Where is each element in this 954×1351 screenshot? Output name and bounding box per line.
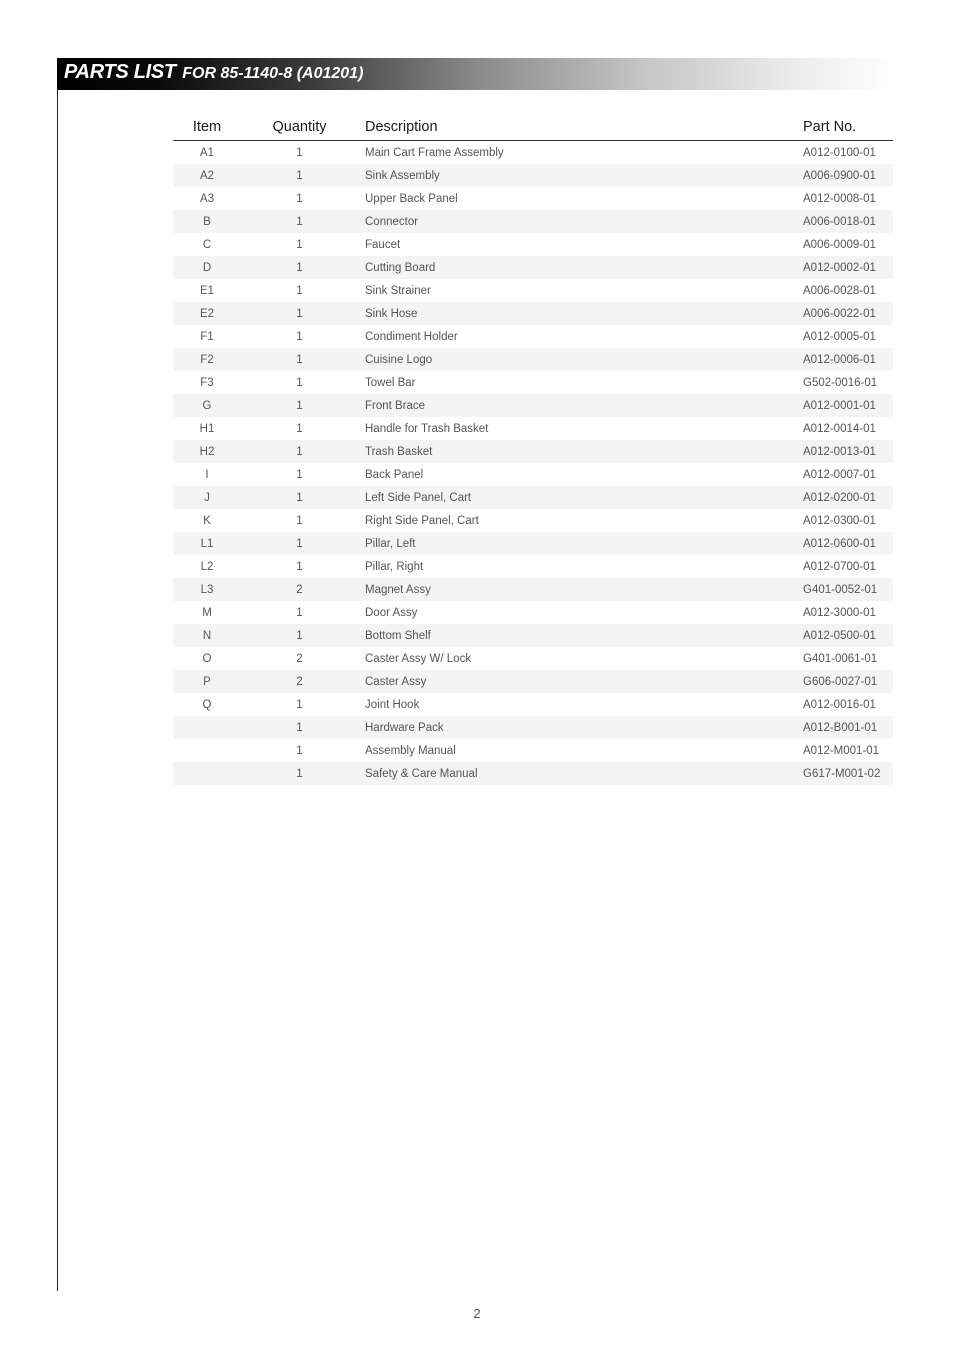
cell-item: L1 — [173, 532, 241, 555]
cell-quantity: 1 — [296, 238, 303, 251]
cell-quantity: 1 — [296, 514, 303, 527]
cell-part-no: A012-0100-01 — [803, 146, 876, 159]
parts-table — [173, 114, 893, 785]
cell-description: Magnet Assy — [358, 578, 800, 601]
cell-part-no: A012-0001-01 — [800, 394, 893, 417]
cell-part-no: A012-0008-01 — [803, 192, 876, 205]
cell-item: D — [173, 256, 241, 279]
cell-item: L3 — [173, 578, 241, 601]
cell-item: P — [173, 670, 241, 693]
cell-description: Condiment Holder — [365, 330, 458, 343]
table-row — [173, 440, 893, 463]
cell-item: E1 — [199, 284, 215, 297]
cell-description: Cuisine Logo — [358, 348, 800, 371]
cell-part-no: A012-3000-01 — [803, 606, 876, 619]
cell-item: E2 — [173, 302, 241, 325]
table-row — [173, 532, 893, 555]
column-header-quantity: Quantity — [241, 114, 358, 141]
table-row — [173, 670, 893, 693]
cell-quantity: 1 — [241, 164, 358, 187]
cell-description: Trash Basket — [358, 440, 800, 463]
table-row — [173, 716, 893, 739]
cell-part-no: A006-0022-01 — [800, 302, 893, 325]
cell-part-no: A012-0700-01 — [803, 560, 876, 573]
cell-quantity: 1 — [241, 394, 358, 417]
cell-item: A3 — [199, 192, 215, 205]
table-row — [173, 578, 893, 601]
page-title-main: PARTS LIST — [64, 61, 176, 83]
cell-description: Left Side Panel, Cart — [358, 486, 800, 509]
table-row — [173, 233, 893, 256]
cell-quantity: 1 — [296, 192, 303, 205]
cell-part-no: A012-0013-01 — [800, 440, 893, 463]
cell-item — [173, 762, 241, 785]
cell-quantity: 1 — [241, 762, 358, 785]
cell-part-no: A006-0028-01 — [803, 284, 876, 297]
cell-item: A2 — [173, 164, 241, 187]
cell-description: Sink Hose — [358, 302, 800, 325]
cell-description: Caster Assy — [358, 670, 800, 693]
cell-item: L2 — [200, 560, 214, 573]
cell-quantity: 1 — [241, 210, 358, 233]
cell-quantity: 1 — [241, 302, 358, 325]
table-row — [173, 187, 893, 210]
cell-quantity: 1 — [241, 624, 358, 647]
table-row — [173, 762, 893, 785]
cell-item: O — [202, 652, 212, 665]
table-row — [173, 509, 893, 532]
table-row — [173, 256, 893, 279]
cell-part-no: G502-0016-01 — [803, 376, 878, 389]
cell-item: F1 — [200, 330, 214, 343]
cell-quantity: 1 — [296, 698, 303, 711]
cell-quantity: 1 — [296, 376, 303, 389]
cell-description: Sink Assembly — [358, 164, 800, 187]
table-row — [173, 624, 893, 647]
cell-description: Handle for Trash Basket — [365, 422, 489, 435]
cell-item: K — [203, 514, 211, 527]
cell-quantity: 1 — [241, 486, 358, 509]
cell-quantity: 1 — [296, 146, 303, 159]
cell-description: Cutting Board — [358, 256, 800, 279]
page-number: 2 — [473, 1306, 481, 1321]
table-row — [173, 371, 893, 394]
table-row — [173, 279, 893, 302]
cell-part-no: A012-0007-01 — [803, 468, 876, 481]
cell-quantity: 1 — [241, 532, 358, 555]
cell-part-no: A012-0600-01 — [800, 532, 893, 555]
cell-description: Joint Hook — [365, 698, 420, 711]
cell-quantity: 2 — [241, 578, 358, 601]
cell-item: N — [173, 624, 241, 647]
cell-description: Hardware Pack — [358, 716, 800, 739]
cell-item: I — [205, 468, 209, 481]
cell-description: Pillar, Left — [358, 532, 800, 555]
header-bar — [57, 58, 897, 90]
cell-part-no: A012-0005-01 — [803, 330, 876, 343]
cell-item — [173, 739, 241, 762]
cell-part-no: A006-0009-01 — [803, 238, 876, 251]
table-row — [173, 601, 893, 624]
column-header-description: Description — [358, 114, 800, 141]
cell-item: A1 — [199, 146, 215, 159]
table-row — [173, 417, 893, 440]
cell-quantity: 1 — [241, 716, 358, 739]
table-row — [173, 302, 893, 325]
cell-item: M — [202, 606, 212, 619]
cell-quantity: 1 — [241, 440, 358, 463]
table-row — [173, 325, 893, 348]
cell-part-no: G606-0027-01 — [800, 670, 893, 693]
left-margin-rule — [57, 58, 58, 1291]
parts-table-body — [173, 141, 893, 786]
cell-description: Assembly Manual — [365, 744, 456, 757]
cell-description: Front Brace — [358, 394, 800, 417]
cell-part-no: A012-M001-01 — [803, 744, 880, 757]
table-row — [173, 348, 893, 371]
cell-quantity: 2 — [241, 670, 358, 693]
table-row — [173, 555, 893, 578]
cell-part-no: A012-0014-01 — [803, 422, 876, 435]
cell-quantity: 1 — [296, 606, 303, 619]
cell-quantity: 1 — [296, 330, 303, 343]
cell-description: Upper Back Panel — [365, 192, 458, 205]
cell-part-no: A006-0900-01 — [800, 164, 893, 187]
column-header-part-no: Part No. — [800, 114, 893, 141]
cell-part-no: A012-0016-01 — [803, 698, 876, 711]
cell-description: Door Assy — [365, 606, 418, 619]
cell-part-no: G401-0052-01 — [800, 578, 893, 601]
cell-part-no: A012-0300-01 — [803, 514, 876, 527]
cell-description: Pillar, Right — [365, 560, 424, 573]
page-title-sub: FOR 85-1140-8 (A01201) — [182, 65, 364, 82]
cell-item: C — [202, 238, 212, 251]
cell-description: Sink Strainer — [365, 284, 431, 297]
column-header-item: Item — [173, 114, 241, 141]
cell-description: Bottom Shelf — [358, 624, 800, 647]
cell-part-no: A012-0200-01 — [800, 486, 893, 509]
cell-description: Back Panel — [365, 468, 424, 481]
cell-quantity: 1 — [296, 422, 303, 435]
table-header-row — [173, 114, 893, 141]
cell-part-no: G401-0061-01 — [803, 652, 878, 665]
cell-item: H2 — [173, 440, 241, 463]
cell-description: Right Side Panel, Cart — [365, 514, 479, 527]
cell-item: F3 — [200, 376, 214, 389]
cell-quantity: 1 — [296, 468, 303, 481]
cell-part-no: A006-0018-01 — [800, 210, 893, 233]
cell-quantity: 1 — [296, 744, 303, 757]
table-row — [173, 141, 893, 165]
cell-description: Towel Bar — [365, 376, 416, 389]
cell-description: Main Cart Frame Assembly — [365, 146, 504, 159]
cell-description: Caster Assy W/ Lock — [365, 652, 472, 665]
table-row — [173, 210, 893, 233]
page-title — [64, 61, 363, 84]
table-row — [173, 486, 893, 509]
table-row — [173, 463, 893, 486]
cell-quantity: 1 — [241, 256, 358, 279]
table-row — [173, 394, 893, 417]
cell-part-no: A012-0006-01 — [800, 348, 893, 371]
cell-item: H1 — [199, 422, 215, 435]
cell-description: Safety & Care Manual — [358, 762, 800, 785]
cell-quantity: 1 — [296, 560, 303, 573]
cell-item: G — [173, 394, 241, 417]
cell-part-no: G617-M001-02 — [800, 762, 893, 785]
cell-quantity: 1 — [296, 284, 303, 297]
cell-item: B — [173, 210, 241, 233]
cell-item: F2 — [173, 348, 241, 371]
cell-part-no: A012-0002-01 — [800, 256, 893, 279]
table-row — [173, 647, 893, 670]
cell-part-no: A012-B001-01 — [800, 716, 893, 739]
cell-item — [173, 716, 241, 739]
table-row — [173, 739, 893, 762]
cell-item: Q — [202, 698, 212, 711]
cell-description: Connector — [358, 210, 800, 233]
cell-quantity: 1 — [241, 348, 358, 371]
cell-description: Faucet — [365, 238, 401, 251]
cell-item: J — [173, 486, 241, 509]
cell-part-no: A012-0500-01 — [800, 624, 893, 647]
table-row — [173, 693, 893, 716]
table-row — [173, 164, 893, 187]
cell-quantity: 2 — [296, 652, 303, 665]
